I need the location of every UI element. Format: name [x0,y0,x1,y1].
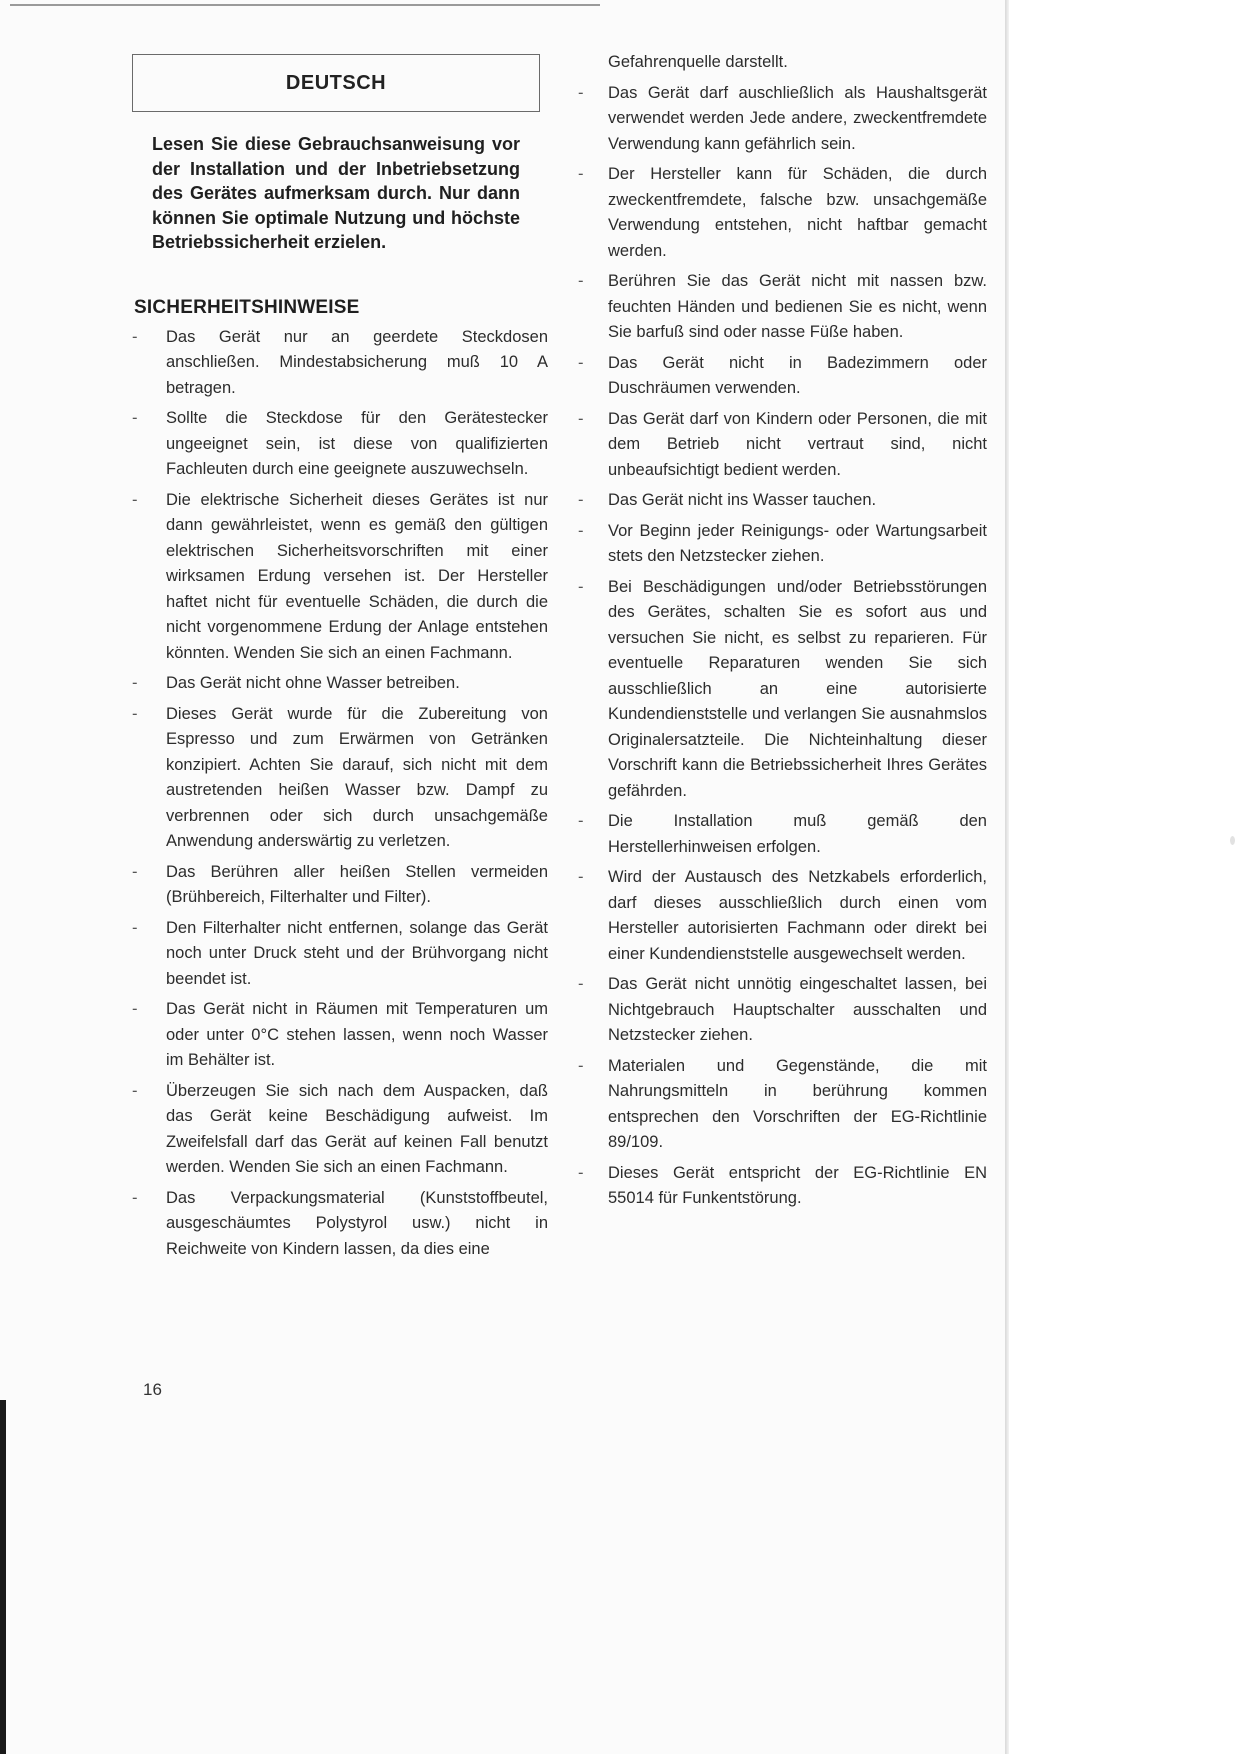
safety-item: - Sollte die Steckdose für den Gerätestecker ungeeignet sein, ist diese von qualifizierten Fachleuten durch eine geeignete auszuwechseln. [132,406,552,483]
safety-item: - Das Gerät nicht unnötig eingeschaltet lassen, bei Nichtgebrauch Hauptschalter ausschalten und Netzstecker ziehen. [578,972,991,1049]
safety-item: - Das Gerät nicht ins Wasser tauchen. [578,488,991,514]
left-column [132,54,552,1267]
scan-edge-mark [0,1400,6,1754]
safety-item: - Das Gerät nicht in Badezimmern oder Duschräumen verwenden. [578,351,991,402]
safety-item: - Berühren Sie das Gerät nicht mit nassen bzw. feuchten Händen und bedienen Sie es nicht, wenn Sie barfuß sind oder nasse Füße haben. [578,269,991,346]
safety-item: - Vor Beginn jeder Reinigungs- oder Wartungsarbeit stets den Netzstecker ziehen. [578,519,991,570]
page-number: 16 [143,1380,162,1399]
safety-item: - Wird der Austausch des Netzkabels erforderlich, darf dieses ausschließlich durch einen vom Hersteller autorisierten Fachmann oder direkt bei einer Kundendienststelle ausgewechselt werden. [578,865,991,967]
safety-item: - Das Gerät nicht ohne Wasser betreiben. [132,671,552,697]
safety-item: - Die Installation muß gemäß den Herstellerhinweisen erfolgen. [578,809,991,860]
safety-item: - Bei Beschädigungen und/oder Betriebsstörungen des Gerätes, schalten Sie es sofort aus und versuchen Sie nicht, es selbst zu reparieren. Für eventuelle Reparaturen wenden Sie sich ausschließlich an eine autorisierte Kundendienststelle und verlangen Sie ausnahmslos Originalersatzteile. Die Nichteinhaltung dieser Vorschrift kann die Betriebssicherheit Ihres Gerätes gefährden. [578,575,991,805]
scan-top-edge [10,4,600,6]
scan-dot [1230,836,1235,845]
safety-item: - Die elektrische Sicherheit dieses Gerätes ist nur dann gewährleistet, wenn es gemäß den gültigen elektrischen Sicherheitsvorschriften mit einer wirksamen Erdung versehen ist. Der Hersteller haftet nicht für eventuelle Schäden, die durch die nicht vorgenommene Erdung der Anlage entstehen könnten. Wenden Sie sich an einen Fachmann. [132,488,552,667]
safety-item: - Dieses Gerät entspricht der EG-Richtlinie EN 55014 für Funkentstörung. [578,1161,991,1212]
safety-item: - Der Hersteller kann für Schäden, die durch zweckentfremdete, falsche bzw. unsachgemäße Verwendung entstehen, nicht haftbar gemacht werden. [578,162,991,264]
safety-item: - Das Gerät darf auschließlich als Haushaltsgerät verwendet werden Jede andere, zweckentfremdete Verwendung kann gefährlich sein. [578,81,991,158]
safety-item: - Das Gerät darf von Kindern oder Personen, die mit dem Betrieb nicht vertraut sind, nicht unbeaufsichtigt bedient werden. [578,407,991,484]
section-title: SICHERHEITSHINWEISE [134,296,360,318]
safety-item: - Dieses Gerät wurde für die Zubereitung von Espresso und zum Erwärmen von Getränken konzipiert. Achten Sie darauf, sich nicht mit dem austretenden heißen Wasser bzw. Dampf zu verbrennen oder sich durch unsachgemäße Anwendung anderswärtig zu verletzen. [132,702,552,855]
language-heading: DEUTSCH [285,71,387,94]
safety-item: - Überzeugen Sie sich nach dem Auspacken, daß das Gerät keine Beschädigung aufweist. Im Zweifelsfall darf das Gerät auf keinen Fall benutzt werden. Wenden Sie sich an einen Fachmann. [132,1079,552,1181]
language-heading-box [132,54,540,112]
safety-list-right [578,81,991,1212]
page-edge-shadow [1005,0,1009,1754]
right-column [578,50,991,1217]
safety-item: - Das Gerät nur an geerdete Steckdosen anschließen. Mindestabsicherung muß 10 A betragen. [132,325,552,402]
safety-item: - Das Berühren aller heißen Stellen vermeiden (Brühbereich, Filterhalter und Filter). [132,860,552,911]
safety-item: - Das Verpackungsmaterial (Kunststoffbeutel, ausgeschäumtes Polystyrol usw.) nicht in Reichweite von Kindern lassen, da dies eine [132,1186,552,1263]
continued-text: Gefahrenquelle darstellt. [608,53,788,71]
safety-item: - Den Filterhalter nicht entfernen, solange das Gerät noch unter Druck steht und der Brühvorgang nicht beendet ist. [132,916,552,993]
safety-item: - Materialen und Gegenstände, die mit Nahrungsmitteln in berührung kommen entsprechen den Vorschriften der EG-Richtlinie 89/109. [578,1054,991,1156]
safety-item: - Das Gerät nicht in Räumen mit Temperaturen um oder unter 0°C stehen lassen, wenn noch Wasser im Behälter ist. [132,997,552,1074]
safety-list-left [132,325,552,1263]
intro-paragraph: Lesen Sie diese Gebrauchsanweisung vor der Installation und der Inbetriebsetzung des Gerätes aufmerksam durch. Nur dann können Sie optimale Nutzung und höchste Betriebssicherheit erzielen. [152,134,520,252]
